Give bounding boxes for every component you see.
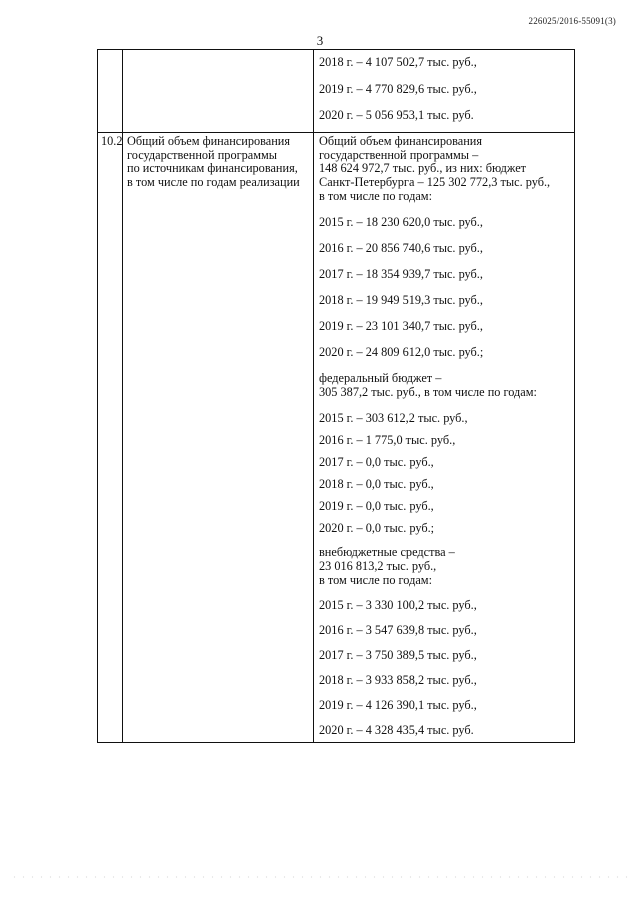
federal-year-line: 2017 г. – 0,0 тыс. руб., bbox=[319, 455, 434, 469]
row-name-line: по источникам финансирования, bbox=[127, 161, 298, 176]
city-year-line: 2018 г. – 19 949 519,3 тыс. руб., bbox=[319, 293, 483, 307]
row-name-line: Общий объем финансирования bbox=[127, 134, 291, 148]
continued-year-line: 2018 г. – 4 107 502,7 тыс. руб., bbox=[319, 55, 477, 69]
total-line: Санкт-Петербурга – 125 302 772,3 тыс. руб., bbox=[319, 175, 551, 189]
offbudget-year-line: 2016 г. – 3 547 639,8 тыс. руб., bbox=[319, 623, 477, 637]
row-name-line: в том числе по годам реализации bbox=[127, 174, 300, 189]
document-id: 226025/2016-55091(3) bbox=[528, 16, 616, 26]
offbudget-year-line: 2015 г. – 3 330 100,2 тыс. руб., bbox=[319, 598, 477, 612]
city-year-line: 2015 г. – 18 230 620,0 тыс. руб., bbox=[319, 215, 483, 229]
offbudget-year-line: 2020 г. – 4 328 435,4 тыс. руб. bbox=[319, 723, 474, 737]
federal-year-line: 2016 г. – 1 775,0 тыс. руб., bbox=[319, 433, 456, 447]
total-line: 148 624 972,7 тыс. руб., из них: бюджет bbox=[319, 161, 527, 175]
scan-artifact-line bbox=[10, 876, 630, 878]
row-number: 10.2 bbox=[101, 134, 123, 148]
page-number: 3 bbox=[316, 33, 324, 48]
federal-line: 305 387,2 тыс. руб., в том числе по годам: bbox=[319, 385, 537, 399]
federal-year-line: 2015 г. – 303 612,2 тыс. руб., bbox=[319, 411, 468, 425]
total-line: государственной программы – bbox=[319, 148, 479, 162]
offbudget-line: 23 016 813,2 тыс. руб., bbox=[319, 559, 437, 573]
offbudget-year-line: 2018 г. – 3 933 858,2 тыс. руб., bbox=[319, 673, 477, 687]
offbudget-line: в том числе по годам: bbox=[319, 573, 433, 587]
total-line: в том числе по годам: bbox=[319, 189, 433, 203]
city-year-line: 2020 г. – 24 809 612,0 тыс. руб.; bbox=[319, 345, 484, 359]
offbudget-year-line: 2017 г. – 3 750 389,5 тыс. руб., bbox=[319, 648, 477, 662]
offbudget-year-line: 2019 г. – 4 126 390,1 тыс. руб., bbox=[319, 698, 477, 712]
total-line: Общий объем финансирования bbox=[319, 134, 483, 148]
offbudget-line: внебюджетные средства – bbox=[319, 545, 455, 559]
federal-year-line: 2019 г. – 0,0 тыс. руб., bbox=[319, 499, 434, 513]
federal-year-line: 2018 г. – 0,0 тыс. руб., bbox=[319, 477, 434, 491]
continued-year-line: 2019 г. – 4 770 829,6 тыс. руб., bbox=[319, 82, 477, 96]
federal-year-line: 2020 г. – 0,0 тыс. руб.; bbox=[319, 521, 435, 535]
value-column bbox=[97, 49, 575, 743]
row-name-line: государственной программы bbox=[127, 147, 278, 162]
city-year-line: 2017 г. – 18 354 939,7 тыс. руб., bbox=[319, 267, 483, 281]
federal-line: федеральный бюджет – bbox=[319, 371, 442, 385]
continued-year-line: 2020 г. – 5 056 953,1 тыс. руб. bbox=[319, 108, 474, 122]
city-year-line: 2019 г. – 23 101 340,7 тыс. руб., bbox=[319, 319, 483, 333]
city-year-line: 2016 г. – 20 856 740,6 тыс. руб., bbox=[319, 241, 483, 255]
